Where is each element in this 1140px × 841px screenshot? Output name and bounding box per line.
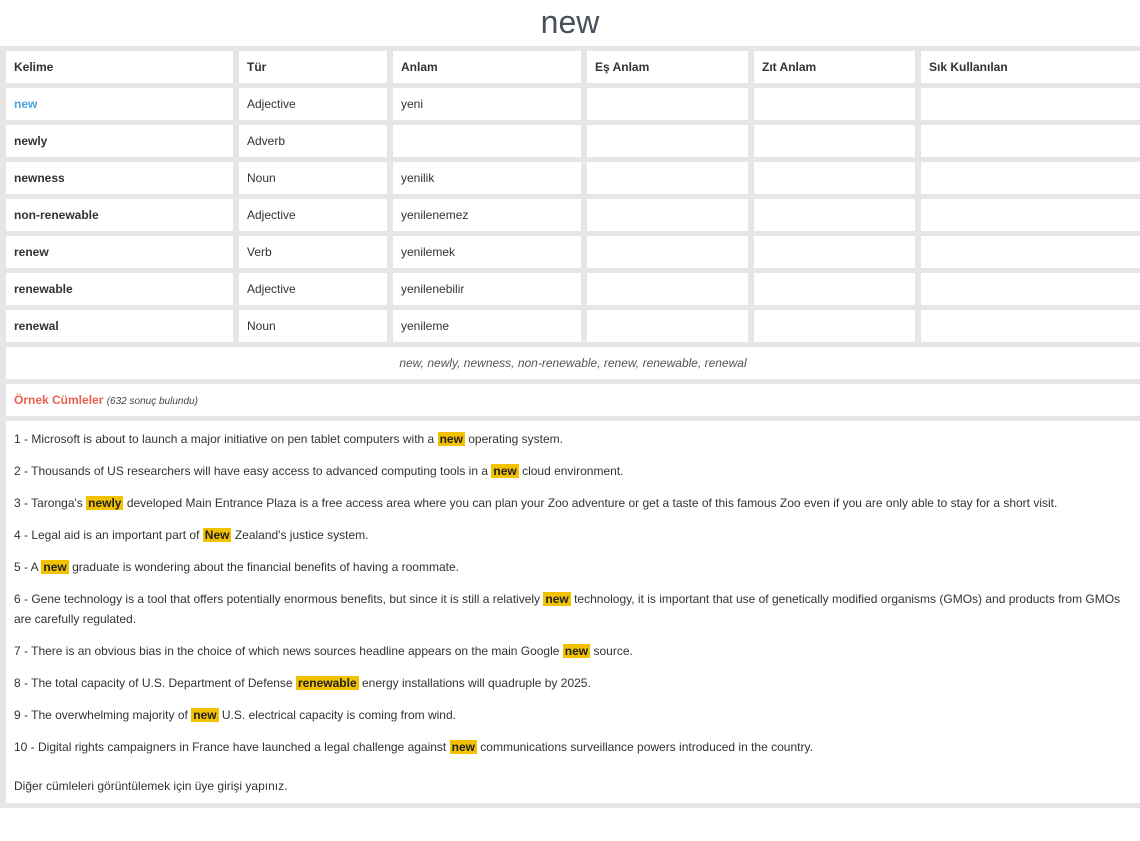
sentence-text-after: graduate is wondering about the financial benefits of having a roommate. bbox=[72, 560, 459, 574]
examples-header bbox=[6, 384, 1140, 416]
word-type: Noun bbox=[239, 162, 387, 194]
common-cell bbox=[921, 310, 1140, 342]
highlighted-word: renewable bbox=[297, 676, 357, 690]
summary-row bbox=[6, 347, 1140, 379]
examples-header-row bbox=[6, 384, 1140, 416]
example-sentence bbox=[14, 673, 1132, 693]
word-type: Adjective bbox=[239, 199, 387, 231]
column-header-type: Tür bbox=[239, 51, 387, 83]
table-header-row bbox=[6, 51, 1140, 83]
sentence-text-before: 3 - Taronga's bbox=[14, 496, 83, 510]
column-header-synonym: Eş Anlam bbox=[587, 51, 748, 83]
word-link[interactable]: renewal bbox=[6, 310, 233, 342]
highlighted-word: new bbox=[451, 740, 475, 754]
common-cell bbox=[921, 125, 1140, 157]
table-row bbox=[6, 236, 1140, 268]
highlighted-word: new bbox=[43, 560, 67, 574]
word-table bbox=[0, 46, 1140, 808]
synonym-cell bbox=[587, 88, 748, 120]
sentence-text-before: 4 - Legal aid is an important part of bbox=[14, 528, 200, 542]
highlighted-word: new bbox=[564, 644, 589, 658]
example-sentence bbox=[14, 525, 1132, 545]
highlighted-word: new bbox=[493, 464, 517, 478]
example-sentence bbox=[14, 641, 1132, 661]
sentence-text-after: operating system. bbox=[468, 432, 563, 446]
table-row bbox=[6, 273, 1140, 305]
word-link[interactable]: non-renewable bbox=[6, 199, 233, 231]
table-row bbox=[6, 162, 1140, 194]
sentence-text-after: energy installations will quadruple by 2025. bbox=[361, 676, 591, 690]
sentence-text-after: cloud environment. bbox=[522, 464, 624, 478]
highlighted-word: new bbox=[545, 592, 569, 606]
sentence-text-before: 6 - Gene technology is a tool that offers potentially enormous benefits, but since it is still a relatively bbox=[14, 592, 541, 606]
word-meaning: yenilemek bbox=[393, 236, 581, 268]
example-sentence bbox=[14, 461, 1132, 481]
example-sentence bbox=[14, 493, 1132, 513]
antonym-cell bbox=[754, 310, 915, 342]
login-prompt[interactable]: Diğer cümleleri görüntülemek için üye girişi yapınız. bbox=[14, 779, 288, 793]
word-meaning: yenileme bbox=[393, 310, 581, 342]
column-header-word: Kelime bbox=[6, 51, 233, 83]
example-sentence bbox=[14, 589, 1132, 629]
antonym-cell bbox=[754, 236, 915, 268]
word-link[interactable]: renewable bbox=[6, 273, 233, 305]
word-meaning: yenilenebilir bbox=[393, 273, 581, 305]
sentence-text-before: 8 - The total capacity of U.S. Department of Defense bbox=[14, 676, 293, 690]
sentence-text-before: 2 - Thousands of US researchers will have easy access to advanced computing tools in a bbox=[14, 464, 489, 478]
table-row bbox=[6, 310, 1140, 342]
sentence-text-before: 5 - A bbox=[14, 560, 39, 574]
synonym-cell bbox=[587, 199, 748, 231]
example-sentences bbox=[6, 421, 1140, 803]
word-link[interactable]: newness bbox=[6, 162, 233, 194]
word-link[interactable]: renew bbox=[6, 236, 233, 268]
sentence-text-before: 9 - The overwhelming majority of bbox=[14, 708, 188, 722]
example-sentence bbox=[14, 737, 1132, 757]
highlighted-word: new bbox=[439, 432, 463, 446]
word-family-summary: new, newly, newness, non-renewable, renew, renewable, renewal bbox=[6, 347, 1140, 379]
sentence-text-before: 10 - Digital rights campaigners in France have launched a legal challenge against bbox=[14, 740, 447, 754]
word-link[interactable]: new bbox=[6, 88, 233, 120]
synonym-cell bbox=[587, 125, 748, 157]
highlighted-word: New bbox=[204, 528, 230, 542]
word-type: Adverb bbox=[239, 125, 387, 157]
word-type: Adjective bbox=[239, 273, 387, 305]
sentence-text-after: technology, it is important that use of genetically modified organisms (GMOs) and products from GMOs are carefully regulated. bbox=[14, 592, 1121, 626]
sentence-text-after: Zealand's justice system. bbox=[234, 528, 369, 542]
column-header-antonym: Zıt Anlam bbox=[754, 51, 915, 83]
examples-count: (632 sonuç bulundu) bbox=[106, 396, 198, 407]
antonym-cell bbox=[754, 88, 915, 120]
page-title: new bbox=[540, 4, 600, 40]
antonym-cell bbox=[754, 125, 915, 157]
sentence-text-after: developed Main Entrance Plaza is a free access area where you can plan your Zoo adventure or get a taste of this famous Zoo even if you are only able to stay for a short visit. bbox=[126, 496, 1058, 510]
antonym-cell bbox=[754, 199, 915, 231]
synonym-cell bbox=[587, 236, 748, 268]
table-row bbox=[6, 125, 1140, 157]
word-link[interactable]: newly bbox=[6, 125, 233, 157]
example-sentence bbox=[14, 429, 1132, 449]
word-meaning: yenilik bbox=[393, 162, 581, 194]
sentence-text-before: 7 - There is an obvious bias in the choice of which news sources headline appears on the main Google bbox=[14, 644, 560, 658]
common-cell bbox=[921, 236, 1140, 268]
sentences-row bbox=[6, 421, 1140, 803]
highlighted-word: new bbox=[193, 708, 217, 722]
column-header-common: Sık Kullanılan bbox=[921, 51, 1140, 83]
common-cell bbox=[921, 273, 1140, 305]
synonym-cell bbox=[587, 273, 748, 305]
synonym-cell bbox=[587, 310, 748, 342]
table-row bbox=[6, 199, 1140, 231]
word-meaning: yeni bbox=[393, 88, 581, 120]
common-cell bbox=[921, 162, 1140, 194]
word-type: Adjective bbox=[239, 88, 387, 120]
word-type: Verb bbox=[239, 236, 387, 268]
sentence-text-before: 1 - Microsoft is about to launch a major initiative on pen tablet computers with a bbox=[14, 432, 435, 446]
table-row bbox=[6, 88, 1140, 120]
sentence-text-after: U.S. electrical capacity is coming from wind. bbox=[221, 708, 456, 722]
antonym-cell bbox=[754, 162, 915, 194]
word-meaning bbox=[393, 125, 581, 157]
example-sentence bbox=[14, 557, 1132, 577]
common-cell bbox=[921, 199, 1140, 231]
column-header-meaning: Anlam bbox=[393, 51, 581, 83]
word-meaning: yenilenemez bbox=[393, 199, 581, 231]
common-cell bbox=[921, 88, 1140, 120]
examples-title: Örnek Cümleler bbox=[14, 393, 104, 407]
example-sentence bbox=[14, 705, 1132, 725]
sentence-text-after: source. bbox=[593, 644, 633, 658]
word-type: Noun bbox=[239, 310, 387, 342]
antonym-cell bbox=[754, 273, 915, 305]
highlighted-word: newly bbox=[88, 496, 122, 510]
sentence-text-after: communications surveillance powers introduced in the country. bbox=[480, 740, 813, 754]
synonym-cell bbox=[587, 162, 748, 194]
